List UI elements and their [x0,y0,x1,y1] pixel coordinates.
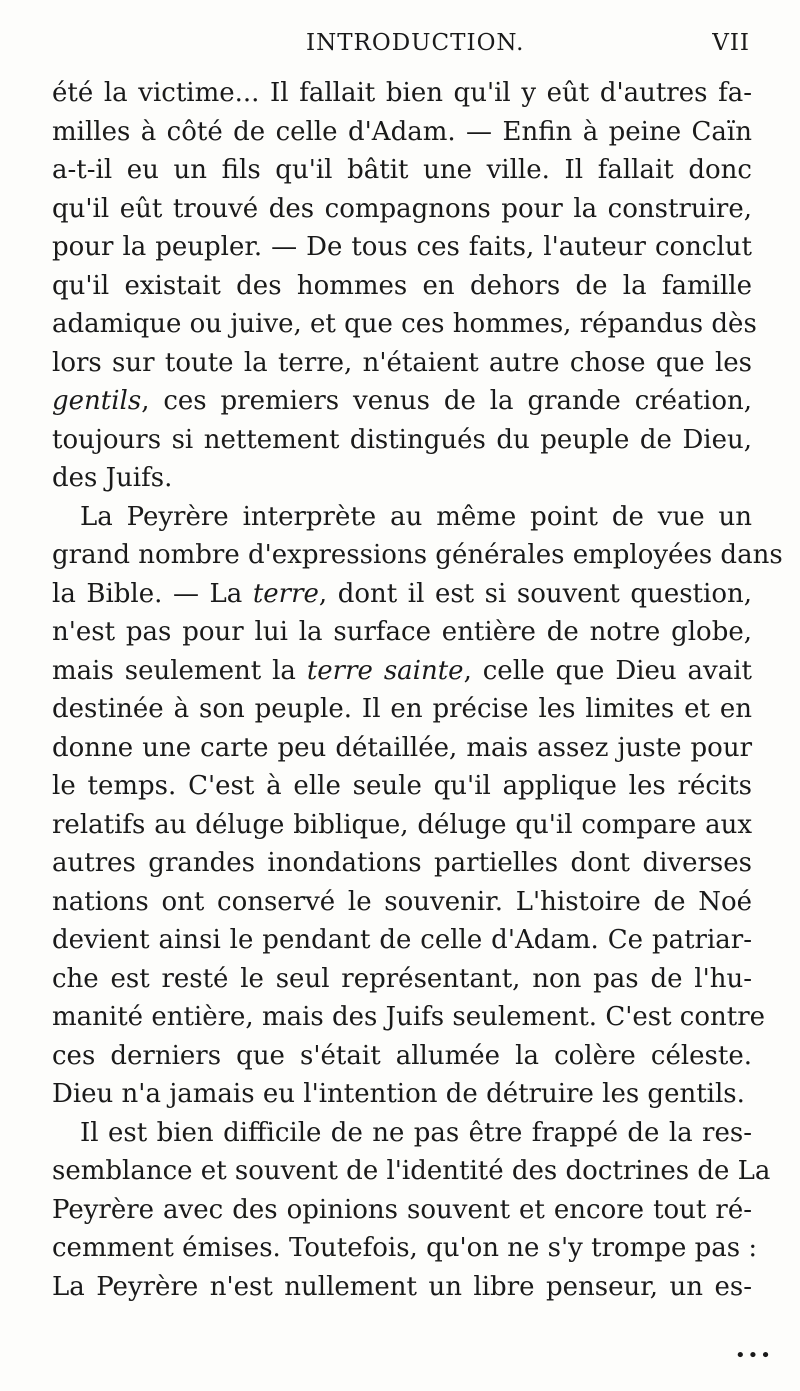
text-line: lors sur toute la terre, n'étaient autre chose que les [52,347,752,378]
text-line: che est resté le seul représentant, non pas de l'hu- [52,963,752,994]
text-line: le temps. C'est à elle seule qu'il applique les récits [52,771,752,801]
paragraph-start-line: Il est bien difficile de ne pas être frappé de la res- [80,1117,752,1148]
text-run: , celle que Dieu avait [463,655,752,686]
text-line: devient ainsi le pendant de celle d'Adam. Ce patriar- [52,925,752,955]
italic-term: terre [252,578,319,609]
text-line: manité entière, mais des Juifs seulement. C'est contre [52,1002,766,1032]
body-text [52,74,783,1306]
text-line: qu'il existait des hommes en dehors de la famille [52,270,752,301]
text-line: toujours si nettement distingués du peuple de Dieu, [52,424,752,455]
paragraph-end-line: Dieu n'a jamais eu l'intention de détruire les gentils. [52,1079,745,1109]
text-line: grand nombre d'expressions générales employées dans [52,540,783,570]
text-line: relatifs au déluge biblique, déluge qu'il compare aux [52,809,752,840]
text-line: n'est pas pour lui la surface entière de notre globe, [52,617,752,647]
text-line [52,382,752,421]
text-line: donne une carte peu détaillée, mais assez juste pour [52,732,752,763]
text-line [52,575,752,614]
text-line: semblance et souvent de l'identité des doctrines de La [52,1156,771,1186]
text-run: la Bible. — La [52,578,253,609]
text-line: milles à côté de celle d'Adam. — Enfin à peine Caïn [52,116,752,147]
text-line [52,652,752,691]
text-line: Peyrère avec des opinions souvent et encore tout ré- [52,1194,752,1225]
paragraph-start-line: La Peyrère interprète au même point de vue un [80,501,752,532]
text-line: ces derniers que s'était allumée la colère céleste. [52,1040,752,1071]
text-line: a-t-il eu un fils qu'il bâtit une ville. Il fallait donc [52,155,752,185]
text-line: été la victime... Il fallait bien qu'il y eût d'autres fa- [52,78,752,108]
text-line: nations ont conservé le souvenir. L'histoire de Noé [52,886,752,917]
text-line: pour la peupler. — De tous ces faits, l'auteur conclut [52,232,752,262]
text-line: autres grandes inondations partielles dont diverses [52,848,752,878]
text-line: qu'il eût trouvé des compagnons pour la construire, [52,193,752,224]
italic-term: gentils [52,386,142,416]
text-run: , dont il est si souvent question, [318,578,752,609]
text-line: La Peyrère n'est nullement un libre penseur, un es- [52,1271,752,1302]
text-line: adamique ou juive, et que ces hommes, répandus dès [52,309,757,339]
paragraph-end-line: des Juifs. [52,463,173,493]
running-title: INTRODUCTION. [306,30,525,56]
running-head [58,30,768,60]
page-number: VII [712,30,750,56]
text-line: destinée à son peuple. Il en précise les limites et en [52,694,752,724]
text-run: mais seulement la [52,655,307,686]
text-line: cemment émises. Toutefois, qu'on ne s'y trompe pas : [52,1233,758,1263]
italic-term: terre sainte [306,655,464,686]
signature-mark: ••• [735,1345,773,1366]
text-run: , ces premiers venus de la grande création, [141,386,752,416]
